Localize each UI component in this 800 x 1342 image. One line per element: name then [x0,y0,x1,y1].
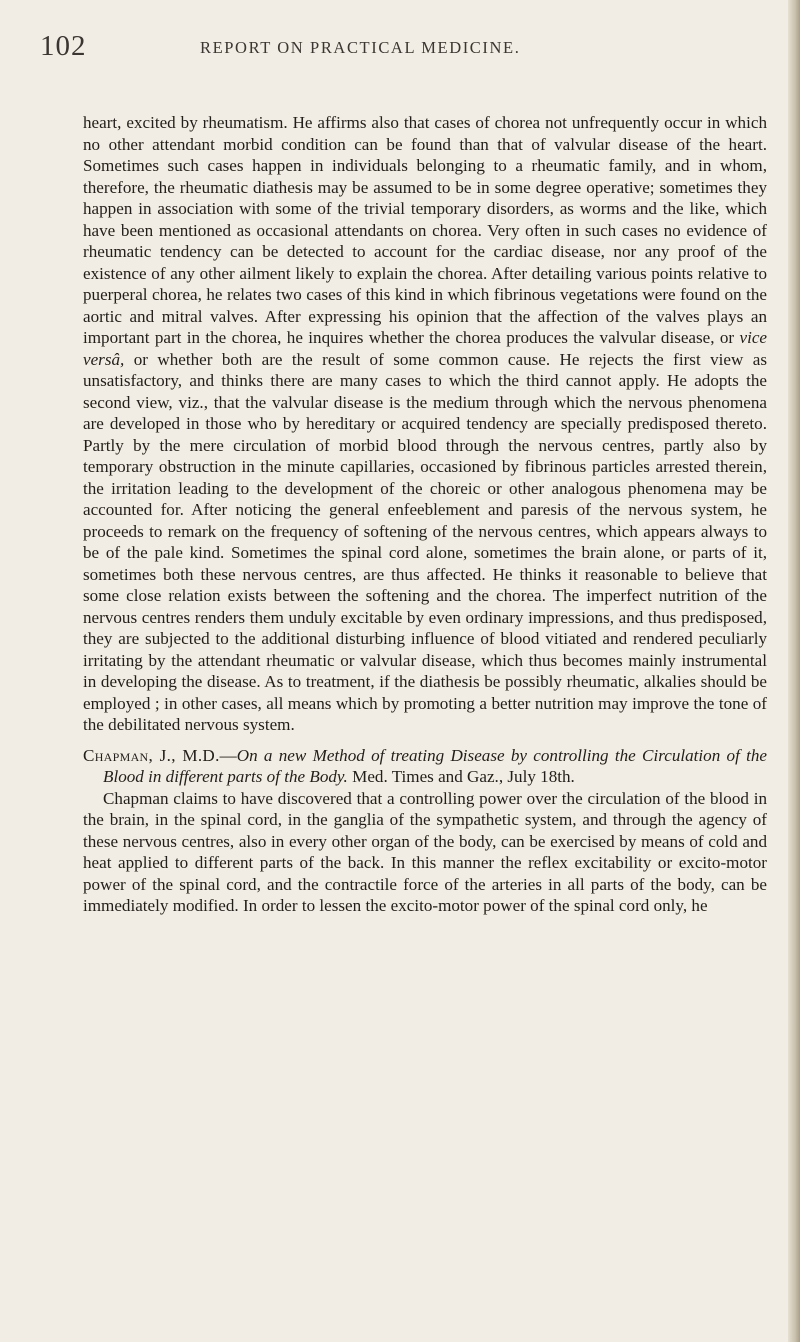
reference-source: Med. Times and Gaz., July 18th. [347,767,575,786]
paragraph-text-a: heart, excited by rheumatism. He affirms also that cases of chorea not unfrequently occur in which no other attendant morbid condition can be found than that of valvular disease of the heart. Sometimes such cases happen in individuals belonging to a rheumatic family, and in whom, therefore, the rheumatic diathesis may be assumed to be in some degree operative; sometimes they happen in association with some of the trivial temporary disorders, as worms and the like, which have been mentioned as occasional attendants on chorea. Very often in such cases no evidence of rheumatic tendency can be detected to account for the cardiac disease, nor any proof of the existence of any other ailment likely to explain the chorea. After detailing various points relative to puerperal chorea, he relates two cases of this kind in which fibrinous vegetations were found on the aortic and mitral valves. After expressing his opinion that the affection of the valves plays an important part in the chorea, he inquires whether the chorea produces the valvular disease, or [83,113,767,347]
paragraph-chapman: Chapman claims to have discovered that a controlling power over the circulation of the blood in the brain, in the spinal cord, in the ganglia of the sympathetic system, and through the agency of these nervous centres, also in every other organ of the body, can be exercised by means of cold and heat applied to different parts of the back. In this manner the reflex excitability or excito-motor power of the spinal cord, and the contractile force of the arteries in all parts of the body, can be immediately modified. In order to lessen the excito-motor power of the spinal cord only, he [83,788,767,915]
running-head: REPORT ON PRACTICAL MEDICINE. [200,38,521,57]
body-text [83,112,767,917]
bibliographic-reference [83,745,767,788]
italic-phrase: vice versâ, [83,328,767,369]
page-number: 102 [40,30,87,62]
page-header [40,30,740,66]
page-edge-shadow [788,0,800,1342]
reference-title: On a new Method of treating Disease by controlling the Circulation of the Blood in different parts of the Body. [103,745,767,786]
reference-dash: — [219,745,237,765]
paragraph-text-b: or whether both are the result of some common cause. He rejects the first view as unsatisfactory, and thinks there are many cases to which the third cannot apply. He adopts the second view, viz., that the valvular disease is the medium through which the nervous phenomena are developed in those who by hereditary or acquired tendency are specially predisposed thereto. Partly by the mere circulation of morbid blood through the nervous centres, partly also by temporary obstruction in the minute capillaries, occasioned by fibrinous particles arrested therein, the irritation leading to the development of the choreic or other analogous phenomena may be accounted for. After noticing the general enfeeblement and paresis of the nervous system, he proceeds to remark on the frequency of softening of the nervous centres, which appears always to be of the pale kind. Sometimes the spinal cord alone, sometimes the brain alone, or parts of it, sometimes both these nervous centres, are thus affected. He thinks it reasonable to believe that some close relation exists between the softening and the chorea. The imperfect nutrition of the nervous centres renders them unduly excitable by even ordinary impressions, and thus predisposed, they are subjected to the additional disturbing influence of blood vitiated and rendered peculiarly irritating by the attendant rheumatic or valvular disease, which thus becomes mainly instrumental in developing the disease. As to treatment, if the diathesis be possibly rheumatic, alkalies should be employed ; in other cases, all means which by promoting a better nutrition may improve the tone of the debilitated nervous system. [83,349,767,734]
paragraph-continuation [83,112,767,736]
reference-author: Chapman, J., M.D. [83,745,220,765]
